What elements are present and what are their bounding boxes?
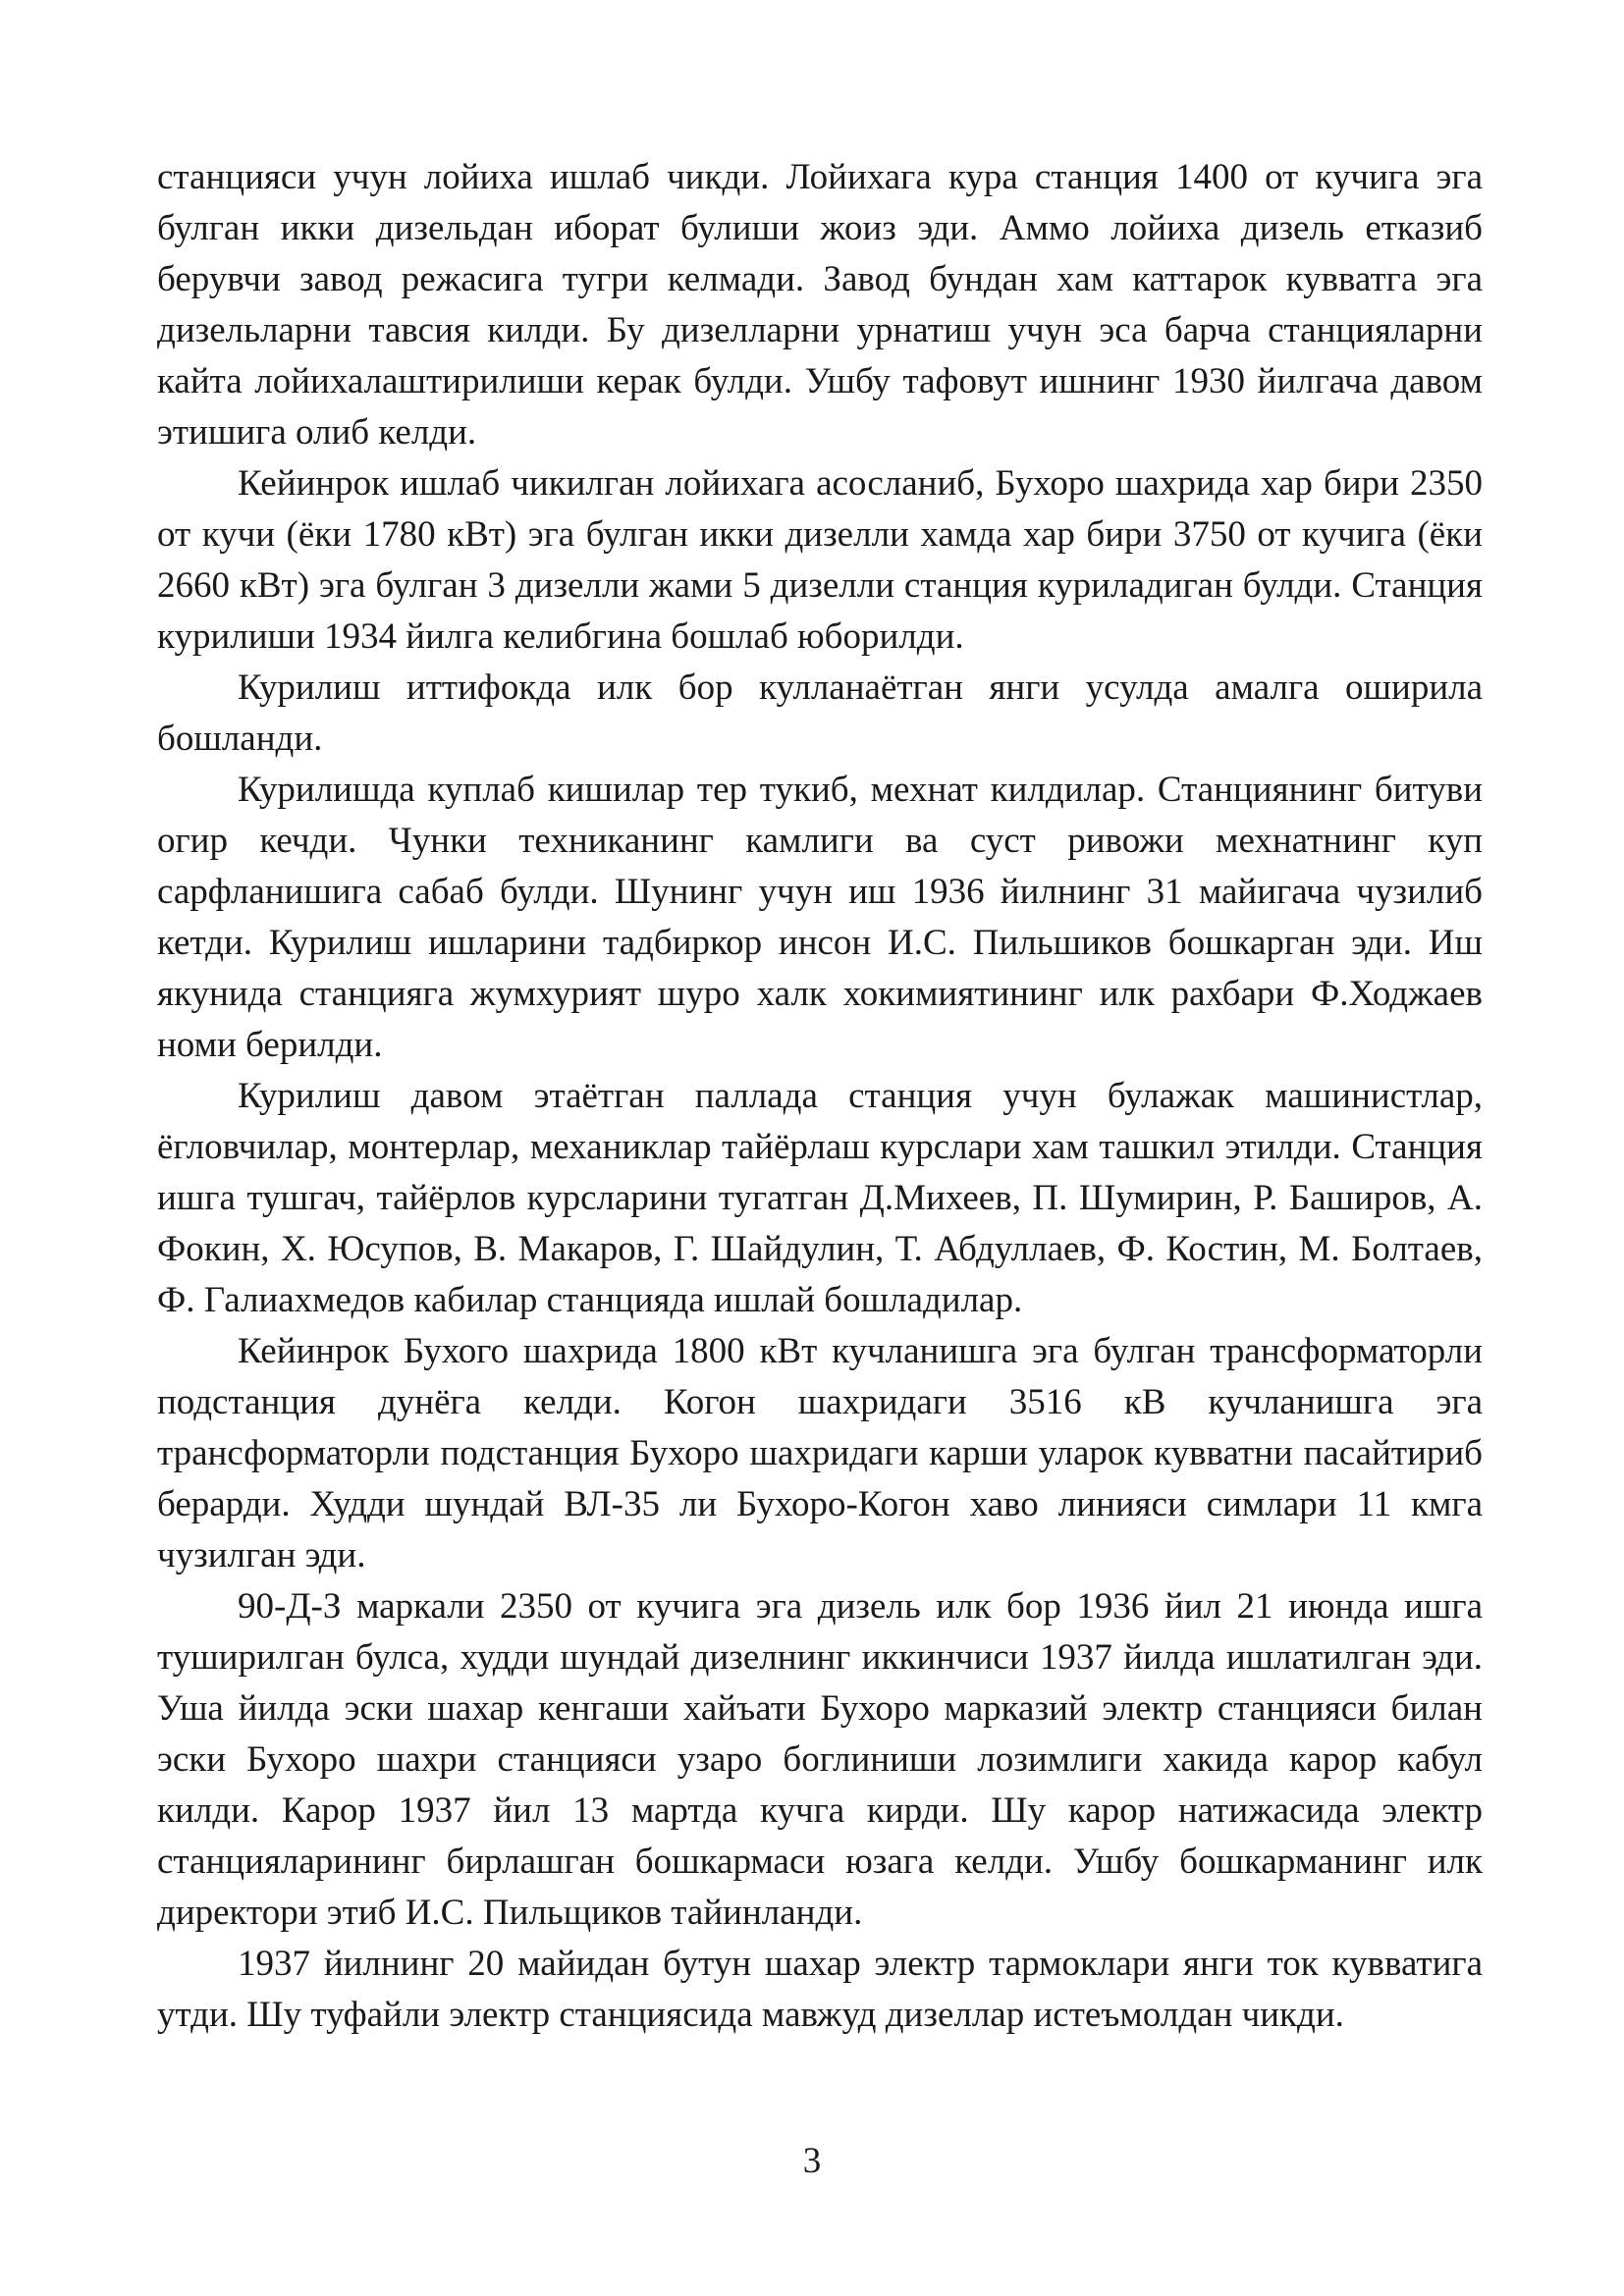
page-number: 3 xyxy=(802,2141,822,2181)
paragraph-3: Курилиш иттифокда илк бор кулланаётган янги усулда амалга оширила бошланди. xyxy=(157,667,1483,759)
document-body xyxy=(157,152,1483,2041)
paragraph-5: Курилиш давом этаётган паллада станция учун булажак машинистлар, ёгловчилар, монтерлар, механиклар тайёрлаш курслари хам ташкил этилди. Станция ишга тушгач, тайёрлов курсларини тугатган Д.Михеев, П. Шумирин, Р. Баширов, А. Фокин, Х. Юсупов, В. Макаров, Г. Шайдулин, Т. Абдуллаев, Ф. Костин, М. Болтаев, Ф. Галиахмедов кабилар станцияда ишлай бошладилар. xyxy=(157,1076,1483,1320)
paragraph-7: 90-Д-З маркали 2350 от кучига эга дизель илк бор 1936 йил 21 июнда ишга туширилган булса, худди шундай дизелнинг иккинчиси 1937 йилда ишлатилган эди. Уша йилда эски шахар кенгаши хайъати Бухоро марказий электр станцияси билан эски Бухоро шахри станцияси узаро боглиниши лозимлиги хакида карор кабул килди. Карор 1937 йил 13 мартда кучга кирди. Шу карор натижасида электр станцияларининг бирлашган бошкармаси юзага келди. Ушбу бошкарманинг илк директори этиб И.С. Пильщиков тайинланди. xyxy=(157,1586,1483,1933)
paragraph-2: Кейинрок ишлаб чикилган лойихага асосланиб, Бухоро шахрида хар бири 2350 от кучи (ёки 1780 кВт) эга булган икки дизелли хамда хар бири 3750 от кучига (ёки 2660 кВт) эга булган 3 дизелли жами 5 дизелли станция куриладиган булди. Станция курилиши 1934 йилга келибгина бошлаб юборилди. xyxy=(157,463,1483,657)
paragraph-6: Кейинрок Бухого шахрида 1800 кВт кучланишга эга булган трансформаторли подстанция дунёга келди. Когон шахридаги 3516 кВ кучланишга эга трансформаторли подстанция Бухоро шахридаги карши уларок кувватни пасайтириб берарди. Худди шундай ВЛ-35 ли Бухоро-Когон хаво линияси симлари 11 кмга чузилган эди. xyxy=(157,1331,1483,1575)
paragraph-1: станцияси учун лойиха ишлаб чикди. Лойихага кура станция 1400 от кучига эга булган икки дизельдан иборат булиши жоиз эди. Аммо лойиха дизель етказиб берувчи завод режасига тугри келмади. Завод бундан хам каттарок кувватга эга дизельларни тавсия килди. Бу дизелларни урнатиш учун эса барча станцияларни кайта лойихалаштирилиши керак булди. Ушбу тафовут ишнинг 1930 йилгача давом этишига олиб келди. xyxy=(157,157,1483,453)
paragraph-4: Курилишда куплаб кишилар тер тукиб, мехнат килдилар. Станциянинг битуви огир кечди. Чунки техниканинг камлиги ва суст ривожи мехнатнинг куп сарфланишига сабаб булди. Шунинг учун иш 1936 йилнинг 31 майигача чузилиб кетди. Курилиш ишларини тадбиркор инсон И.С. Пильшиков бошкарган эди. Иш якунида станцияга жумхурият шуро халк хокимиятининг илк рахбари Ф.Ходжаев номи берилди. xyxy=(157,770,1483,1065)
paragraph-8: 1937 йилнинг 20 майидан бутун шахар электр тармоклари янги ток кувватига утди. Шу туфайли электр станциясида мавжуд дизеллар истеъмолдан чикди. xyxy=(157,1944,1483,2035)
